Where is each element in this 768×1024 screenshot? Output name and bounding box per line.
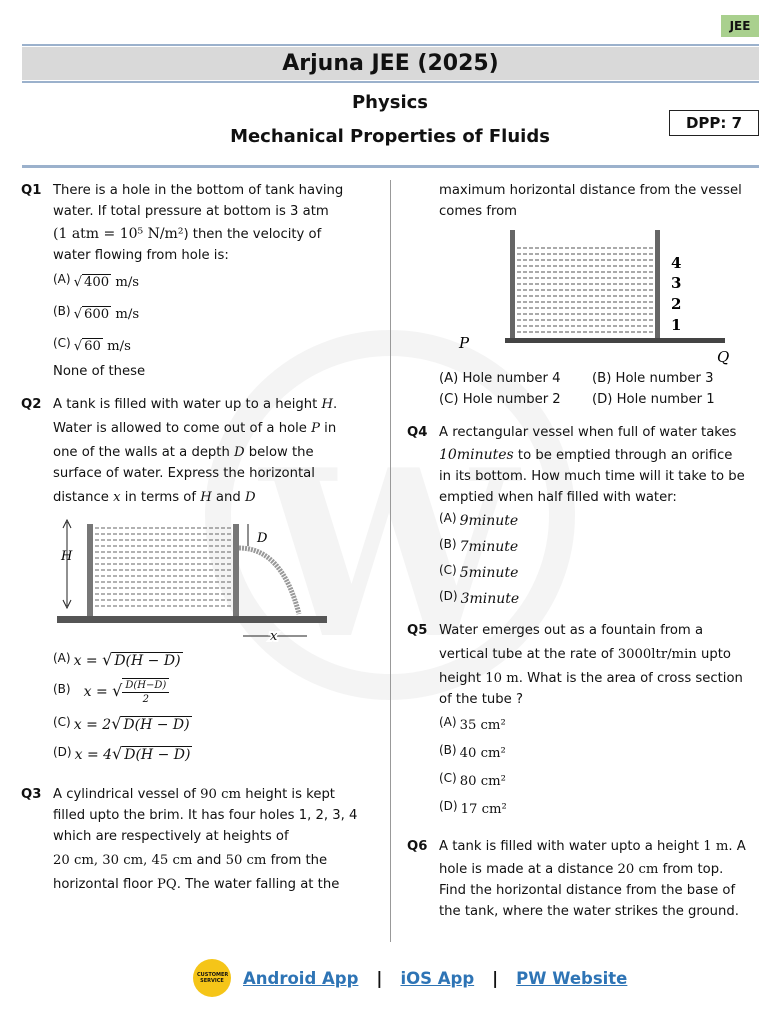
question-text: to be emptied through an orifice xyxy=(513,448,733,463)
math-var: H xyxy=(321,397,333,412)
question-text: horizontal floor xyxy=(53,877,158,892)
tank-wall-left xyxy=(87,524,93,616)
math-value: 50 cm xyxy=(225,853,267,868)
option-a[interactable]: (A) Hole number 4 xyxy=(439,371,561,386)
question-text: hole is made at a distance xyxy=(439,862,618,877)
header-rule xyxy=(22,81,759,83)
question-text: A rectangular vessel when full of water takes xyxy=(439,425,737,440)
link-separator: | xyxy=(376,968,383,988)
question-text: surface of water. Express the horizontal xyxy=(53,466,315,481)
footer-links xyxy=(193,958,627,998)
option-d[interactable]: (D) 3minute xyxy=(439,589,520,607)
question-3-continued xyxy=(407,180,752,222)
question-text: one of the walls at a depth xyxy=(53,445,235,460)
question-text: below the xyxy=(244,445,314,460)
option-c[interactable]: (C) 80 cm² xyxy=(439,771,506,789)
math-value: 20 cm xyxy=(617,862,659,877)
subject-title: Physics xyxy=(351,92,428,113)
math-var: x xyxy=(113,490,121,505)
question-text: There is a hole in the bottom of tank having xyxy=(53,183,344,198)
link-separator: | xyxy=(492,968,499,988)
question-text: . xyxy=(333,397,338,412)
question-text: maximum horizontal distance from the vessel xyxy=(439,183,742,198)
question-text: A cylindrical vessel of xyxy=(53,787,201,802)
option-b[interactable]: (B) 7minute xyxy=(439,537,519,555)
tank-wall-right xyxy=(233,524,239,616)
question-text: A tank is filled with water upto a height xyxy=(439,839,704,854)
hole-label-2: 2 xyxy=(671,295,682,313)
option-a[interactable]: (A) √ 400 m/s xyxy=(53,272,140,290)
ground xyxy=(57,616,327,623)
option-c[interactable]: (C) 5minute xyxy=(439,563,519,581)
option-d[interactable]: None of these xyxy=(53,364,146,379)
android-app-link[interactable]: Android App xyxy=(243,968,359,988)
vessel-wall-right xyxy=(655,230,660,338)
tank-diagram xyxy=(57,514,347,644)
label-h: H xyxy=(61,549,73,564)
question-text: in terms of xyxy=(120,490,201,505)
question-number: Q6 xyxy=(407,839,428,854)
question-3-options xyxy=(407,368,752,410)
math-value: 20 cm, 30 cm, 45 cm xyxy=(53,853,193,868)
math-value: 3000ltr/min xyxy=(617,647,697,662)
column-divider xyxy=(390,180,391,942)
header-rule-top xyxy=(22,44,759,46)
ios-app-link[interactable]: iOS App xyxy=(400,968,475,988)
question-text: . The water falling at the xyxy=(176,877,340,892)
question-text: Water is allowed to come out of a hole xyxy=(53,421,312,436)
vessel-wall-left xyxy=(510,230,515,338)
question-text: . A xyxy=(728,839,746,854)
question-text: from top. xyxy=(658,862,724,877)
option-c[interactable]: (C) √ 60 m/s xyxy=(53,336,131,354)
hole-label-4: 4 xyxy=(671,254,682,272)
left-column xyxy=(21,180,366,895)
floor-pq xyxy=(505,338,725,343)
question-text: and xyxy=(211,490,245,505)
label-p: P xyxy=(459,334,470,352)
question-number: Q5 xyxy=(407,623,428,638)
math-var: P xyxy=(311,421,320,436)
option-d[interactable]: (D) 17 cm² xyxy=(439,799,507,817)
math-var: D xyxy=(244,490,256,505)
header-rule-bottom xyxy=(22,165,759,168)
math-atm: (1 atm = 10⁵ N/m² xyxy=(53,226,184,242)
question-text: distance xyxy=(53,490,114,505)
option-d[interactable]: (D) Hole number 1 xyxy=(592,392,715,407)
question-2 xyxy=(21,394,366,508)
question-3 xyxy=(21,784,366,895)
chapter-title: Mechanical Properties of Fluids xyxy=(230,126,550,147)
question-6 xyxy=(407,836,752,922)
water-lines xyxy=(95,528,232,606)
question-text: Water emerges out as a fountain from a xyxy=(439,623,704,638)
question-text: A tank is filled with water up to a height xyxy=(53,397,322,412)
question-text: from the xyxy=(266,853,328,868)
option-b[interactable]: (B) 40 cm² xyxy=(439,743,506,761)
option-b[interactable]: (B) √ 600 m/s xyxy=(53,304,140,322)
math-value: PQ xyxy=(157,877,177,892)
question-5 xyxy=(407,620,752,820)
exam-tag: JEE xyxy=(721,15,759,37)
question-text: of the tube ? xyxy=(439,692,523,707)
math-var: H xyxy=(200,490,212,505)
math-value: 10minutes xyxy=(439,447,514,463)
option-a[interactable]: (A) 35 cm² xyxy=(439,715,506,733)
question-4 xyxy=(407,422,752,610)
question-text: which are respectively at heights of xyxy=(53,829,289,844)
question-text: water. If total pressure at bottom is 3 atm xyxy=(53,204,329,219)
vessel-diagram xyxy=(455,228,765,366)
label-x: x xyxy=(270,629,278,644)
right-column xyxy=(407,180,752,922)
question-text: emptied when half filled with water: xyxy=(439,490,677,505)
option-c[interactable]: (C) x = 2√ D(H − D) xyxy=(53,714,190,733)
label-d: D xyxy=(257,531,268,546)
pw-website-link[interactable]: PW Website xyxy=(516,968,628,988)
question-text: upto xyxy=(696,647,731,662)
math-value: 1 m xyxy=(703,839,729,854)
question-text: in xyxy=(319,421,337,436)
question-text: ) then the velocity of xyxy=(183,227,322,242)
question-text: and xyxy=(192,853,226,868)
page-title: Arjuna JEE (2025) xyxy=(22,47,759,80)
question-text: . What is the area of cross section xyxy=(518,671,743,686)
question-number: Q4 xyxy=(407,425,428,440)
question-text: the tank, where the water strikes the ground. xyxy=(439,904,739,919)
question-text: water flowing from hole is: xyxy=(53,248,229,263)
math-value: 90 cm xyxy=(200,787,242,802)
math-value: 10 m xyxy=(485,671,519,686)
question-text: comes from xyxy=(439,204,518,219)
question-text: in its bottom. How much time will it take to be xyxy=(439,469,745,484)
option-a[interactable]: (A) x = √ D(H − D) xyxy=(53,650,181,669)
question-text: height xyxy=(439,671,486,686)
option-c[interactable]: (C) Hole number 2 xyxy=(439,392,561,407)
label-q: Q xyxy=(717,348,730,366)
question-text: Find the horizontal distance from the base of xyxy=(439,883,736,898)
hole-label-1: 1 xyxy=(671,316,682,334)
water-jet xyxy=(239,548,299,614)
question-number: Q2 xyxy=(21,397,42,412)
math-var: D xyxy=(234,445,245,460)
option-a[interactable]: (A) 9minute xyxy=(439,511,519,529)
option-b[interactable]: (B) x = √ $\frac{D(H-D)}{2}$ xyxy=(53,678,366,706)
question-number: Q1 xyxy=(21,183,42,198)
vessel-water xyxy=(517,248,653,332)
question-text: vertical tube at the rate of xyxy=(439,647,618,662)
dpp-badge: DPP: 7 xyxy=(669,110,759,136)
question-text: height is kept xyxy=(241,787,335,802)
option-d[interactable]: (D) x = 4√ D(H − D) xyxy=(53,744,191,763)
option-b[interactable]: (B) Hole number 3 xyxy=(592,371,714,386)
customer-service-icon: CUSTOMER SERVICE xyxy=(193,959,231,997)
question-text: filled upto the brim. It has four holes 1, 2, 3, 4 xyxy=(53,808,358,823)
hole-label-3: 3 xyxy=(671,274,682,292)
question-1 xyxy=(21,180,366,382)
question-2-options xyxy=(21,648,366,766)
question-number: Q3 xyxy=(21,787,42,802)
